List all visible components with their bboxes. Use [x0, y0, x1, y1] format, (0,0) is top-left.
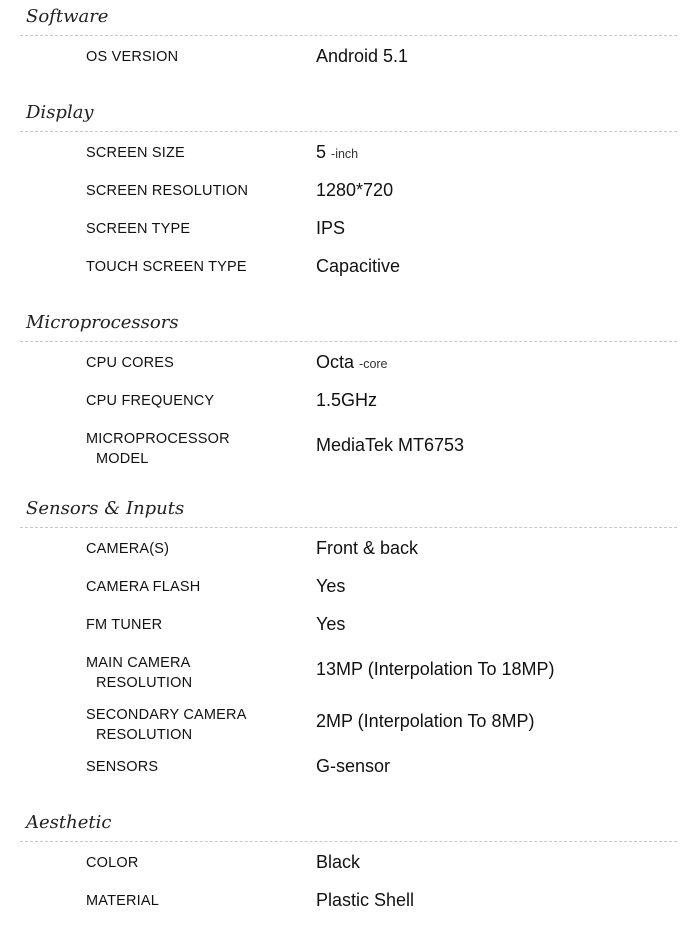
- label-line-2: RESOLUTION: [96, 727, 193, 743]
- section-title-display: Display: [26, 102, 94, 123]
- label-line-1: MICROPROCESSOR: [86, 431, 230, 447]
- section-title-software: Software: [26, 6, 109, 27]
- spec-value-cameras: Front & back: [316, 538, 419, 558]
- spec-value-color: Black: [316, 852, 361, 872]
- cpu-cores-number: Octa: [316, 352, 355, 372]
- cpu-cores-unit: -core: [359, 357, 388, 371]
- spec-value-main-camera-resolution: 13MP (Interpolation To 18MP): [316, 659, 555, 679]
- spec-value-fm-tuner: Yes: [316, 614, 346, 634]
- spec-value-screen-type: IPS: [316, 218, 346, 238]
- spec-label-microprocessor-model: [86, 429, 291, 469]
- section-divider: [20, 841, 677, 842]
- spec-value-sensors: G-sensor: [316, 756, 391, 776]
- spec-label-cpu-frequency: CPU FREQUENCY: [86, 393, 215, 409]
- spec-label-screen-size: SCREEN SIZE: [86, 145, 185, 161]
- spec-value-camera-flash: Yes: [316, 576, 346, 596]
- spec-label-cameras: CAMERA(S): [86, 541, 170, 557]
- spec-label-camera-flash: CAMERA FLASH: [86, 579, 201, 595]
- spec-label-color: COLOR: [86, 855, 139, 871]
- section-divider: [20, 527, 677, 528]
- spec-label-material: MATERIAL: [86, 893, 160, 909]
- spec-label-cpu-cores: CPU CORES: [86, 355, 175, 371]
- spec-value-screen-size: [316, 141, 358, 165]
- spec-value-cpu-cores: [316, 351, 388, 375]
- label-line-2: RESOLUTION: [96, 675, 193, 691]
- spec-label-screen-type: SCREEN TYPE: [86, 221, 191, 237]
- section-title-microprocessors: Microprocessors: [26, 312, 179, 333]
- label-line-1: SECONDARY CAMERA: [86, 707, 247, 723]
- spec-label-sensors: SENSORS: [86, 759, 159, 775]
- section-divider: [20, 35, 677, 36]
- screen-size-unit: -inch: [331, 147, 359, 161]
- spec-label-main-camera-resolution: [86, 653, 291, 693]
- spec-value-os-version: Android 5.1: [316, 46, 409, 66]
- screen-size-number: 5: [316, 142, 327, 162]
- label-line-2: MODEL: [96, 451, 149, 467]
- label-line-1: MAIN CAMERA: [86, 655, 191, 671]
- spec-value-microprocessor-model: MediaTek MT6753: [316, 435, 465, 455]
- spec-label-secondary-camera-resolution: [86, 705, 291, 745]
- spec-value-material: Plastic Shell: [316, 890, 415, 910]
- spec-label-screen-resolution: SCREEN RESOLUTION: [86, 183, 249, 199]
- spec-label-fm-tuner: FM TUNER: [86, 617, 163, 633]
- spec-value-cpu-frequency: 1.5GHz: [316, 390, 378, 410]
- section-divider: [20, 131, 677, 132]
- section-title-aesthetic: Aesthetic: [26, 812, 112, 833]
- spec-value-secondary-camera-resolution: 2MP (Interpolation To 8MP): [316, 711, 535, 731]
- section-divider: [20, 341, 677, 342]
- spec-value-screen-resolution: 1280*720: [316, 180, 394, 200]
- spec-label-os-version: OS VERSION: [86, 49, 179, 65]
- spec-label-touch-screen-type: TOUCH SCREEN TYPE: [86, 259, 247, 275]
- section-title-sensors-inputs: Sensors & Inputs: [26, 498, 185, 519]
- spec-value-touch-screen-type: Capacitive: [316, 256, 401, 276]
